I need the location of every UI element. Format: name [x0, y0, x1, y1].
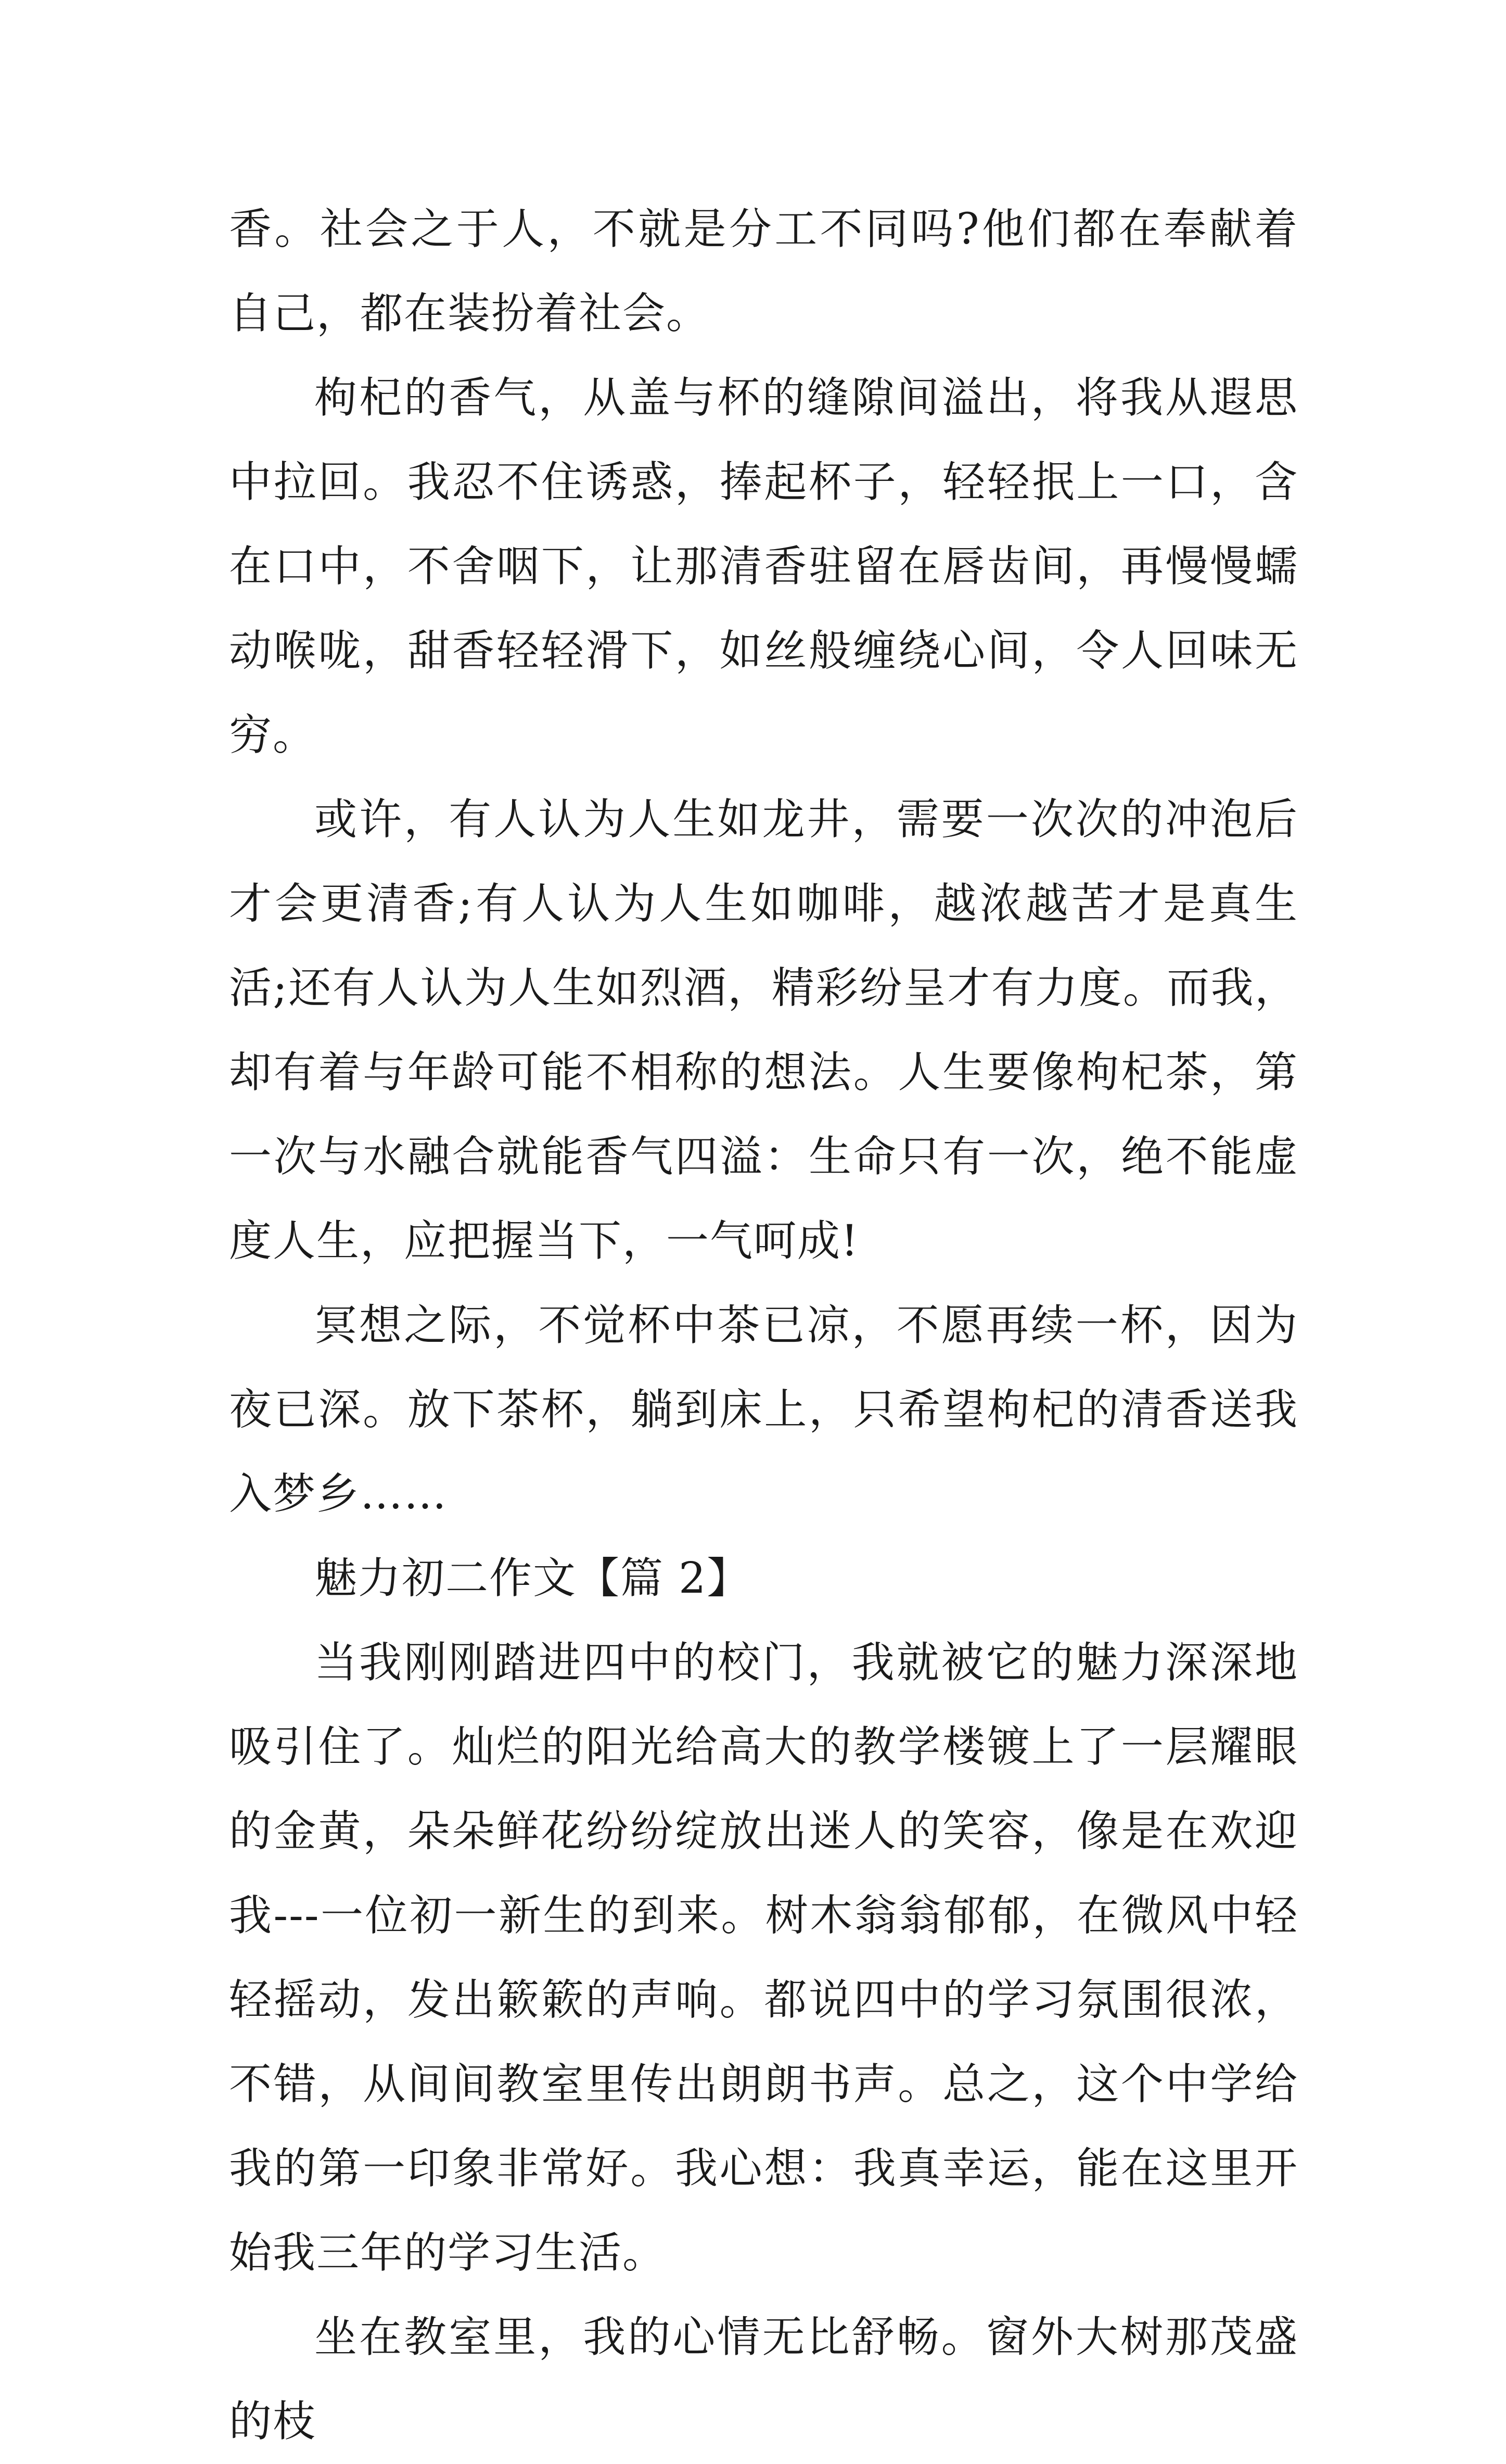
paragraph-life-metaphors: 或许，有人认为人生如龙井，需要一次次的冲泡后才会更清香;有人认为人生如咖啡，越浓越苦才是真生活;还有人认为人生如烈酒，精彩纷呈才有力度。而我，却有着与年龄可能不相称的想法。人生要像枸杞茶，第一次与水融合就能香气四溢：生命只有一次，绝不能虚度人生，应把握当下，一气呵成!	[229, 795, 1298, 1266]
paragraph-classroom: 坐在教室里，我的心情无比舒畅。窗外大树那茂盛的枝	[229, 2313, 1298, 2446]
paragraph-school-first-impression: 当我刚刚踏进四中的校门，我就被它的魅力深深地吸引住了。灿烂的阳光给高大的教学楼镀上了一层耀眼的金黄，朵朵鲜花纷纷绽放出迷人的笑容，像是在欢迎我---一位初一新生的到来。树木翁翁郁郁，在微风中轻轻摇动，发出簌簌的声响。都说四中的学习氛围很浓，不错，从间间教室里传出朗朗书声。总之，这个中学给我的第一印象非常好。我心想：我真幸运，能在这里开始我三年的学习生活。	[229, 1638, 1298, 2278]
essay-heading: 魅力初二作文【篇 2】	[314, 1554, 751, 1603]
paragraph-night-reflection: 冥想之际，不觉杯中茶已凉，不愿再续一杯，因为夜已深。放下茶杯，躺到床上，只希望枸杞的清香送我入梦乡……	[229, 1301, 1298, 1519]
document-body	[229, 187, 1298, 2464]
paragraph-continuation: 香。社会之于人，不就是分工不同吗?他们都在奉献着自己，都在装扮着社会。	[229, 205, 1298, 338]
paragraph-goji-aroma: 枸杞的香气，从盖与杯的缝隙间溢出，将我从遐思中拉回。我忍不住诱惑，捧起杯子，轻轻抿上一口，含在口中，不舍咽下，让那清香驻留在唇齿间，再慢慢蠕动喉咙，甜香轻轻滑下，如丝般缠绕心间，令人回味无穷。	[229, 373, 1298, 760]
